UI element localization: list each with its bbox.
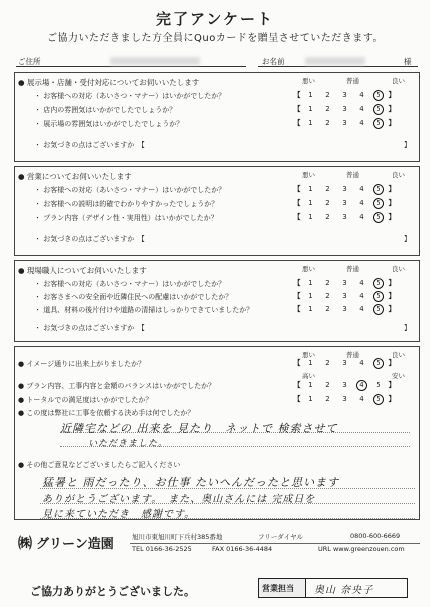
question-text: ・ お客様への対応（あいさつ・マナー）はいかがでしたか？	[34, 186, 226, 194]
question-text: ・ 展示場の雰囲気はいかがでしたでしょうか？	[34, 120, 184, 128]
question-text: ・ 店内の雰囲気はいかがでしたでしょうか？	[34, 106, 177, 114]
rating-option[interactable]: 2	[325, 279, 330, 287]
bracket-open: 【	[293, 185, 301, 193]
bracket-close: 】	[388, 185, 396, 193]
scale-normal-label: 普通	[346, 265, 359, 273]
company-fax: FAX 0166-36-4484	[212, 545, 273, 553]
rating-option[interactable]: 3	[342, 359, 347, 367]
scale-high-label: 高い	[302, 372, 315, 380]
rating-option[interactable]: 4	[359, 279, 364, 287]
rating-option[interactable]: 1	[308, 199, 313, 207]
scale-normal-label: 普通	[346, 171, 359, 179]
rating-scale	[292, 198, 397, 209]
rating-option[interactable]: 1	[308, 381, 313, 389]
comment-label: ・ お気づきの点はございますか 【	[34, 141, 145, 149]
bracket-open: 【	[293, 279, 301, 287]
rating-option[interactable]: 3	[342, 185, 347, 193]
rating-option[interactable]: 3	[342, 91, 347, 99]
rating-option[interactable]: 4	[359, 105, 364, 113]
rating-option[interactable]: 4	[359, 305, 364, 313]
rating-option[interactable]: 4	[359, 185, 364, 193]
rating-option[interactable]: 4	[359, 359, 364, 367]
rating-scale	[292, 90, 397, 101]
bracket-close: 】	[388, 305, 396, 313]
bracket-close: 】	[388, 359, 396, 367]
rating-option[interactable]: 2	[325, 91, 330, 99]
rating-option[interactable]: 4	[356, 380, 367, 391]
scale-good-label: 良い	[392, 351, 405, 359]
freedial-label: フリーダイヤル	[258, 533, 304, 541]
scale-good-label: 良い	[392, 171, 405, 179]
rating-option[interactable]: 3	[342, 105, 347, 113]
question-text: ・ お客様への対応（あいさつ・マナー）はいかがでしたか？	[34, 280, 226, 288]
rating-scale	[292, 394, 397, 405]
address-line	[16, 66, 246, 67]
scale-bad-label: 悪い	[302, 77, 315, 85]
name-line	[258, 66, 418, 67]
rating-option[interactable]: 2	[325, 395, 330, 403]
scale-bad-label: 悪い	[302, 171, 315, 179]
section-craftsmen-heading: ● 現場職人についてお伺いいたします	[18, 266, 147, 275]
handwritten-answer: 見に来ていただき 感謝です。	[42, 509, 196, 520]
rating-option[interactable]: 5	[373, 291, 384, 302]
question-text: ● その他ご意見などございましたらご記入ください	[18, 461, 181, 469]
bracket-close: 】	[388, 105, 396, 113]
rating-scale	[292, 212, 397, 223]
scale-bad-label: 悪い	[302, 351, 315, 359]
rating-option[interactable]: 1	[308, 292, 313, 300]
rating-option[interactable]: 1	[308, 119, 313, 127]
rating-option[interactable]: 1	[308, 305, 313, 313]
bracket-close: 】	[388, 91, 396, 99]
rating-option[interactable]: 5	[376, 381, 381, 389]
rating-option[interactable]: 2	[325, 105, 330, 113]
bracket-open: 【	[293, 213, 301, 221]
rating-scale	[292, 358, 397, 369]
redacted-address	[110, 57, 200, 65]
page-title: 完了アンケート	[155, 10, 275, 28]
company-tel: TEL 0166-36-2525	[132, 545, 192, 553]
bracket-open: 【	[293, 305, 301, 313]
thanks-message: ご協力ありがとうございました。	[30, 585, 195, 598]
bracket-open: 【	[293, 91, 301, 99]
rating-option[interactable]: 5	[373, 394, 384, 405]
rating-option[interactable]: 1	[308, 91, 313, 99]
rating-option[interactable]: 4	[359, 119, 364, 127]
question-text: ● この度は弊社に工事を依頼する決め手は何でしたか？	[18, 409, 195, 417]
rating-option[interactable]: 1	[308, 359, 313, 367]
rating-scale	[292, 380, 397, 391]
rating-option[interactable]: 2	[325, 305, 330, 313]
rating-option[interactable]: 3	[342, 381, 347, 389]
question-text: ・ お客様への対応（あいさつ・マナー）はいかがでしたか？	[34, 92, 226, 100]
rating-option[interactable]: 3	[342, 279, 347, 287]
company-name: グリーン造園	[36, 537, 114, 552]
bracket-open: 【	[293, 292, 301, 300]
rating-option[interactable]: 4	[359, 213, 364, 221]
freedial-number: 0800-600-6669	[350, 532, 401, 540]
address-label: ご住所	[18, 57, 41, 66]
rating-option[interactable]: 3	[342, 119, 347, 127]
section-sales-heading: ● 営業についてお伺いいたします	[18, 172, 132, 181]
rating-option[interactable]: 5	[373, 212, 384, 223]
bracket-open: 【	[293, 119, 301, 127]
rating-option[interactable]: 5	[373, 184, 384, 195]
comment-end: 】	[404, 324, 411, 332]
bracket-close: 】	[388, 381, 396, 389]
rating-scale	[292, 304, 397, 315]
bracket-close: 】	[388, 213, 396, 221]
rating-option[interactable]: 4	[359, 91, 364, 99]
scale-good-label: 良い	[392, 265, 405, 273]
rating-option[interactable]: 2	[325, 213, 330, 221]
question-text: ● トータルでの満足度はいかがでしたか？	[18, 396, 153, 404]
rating-option[interactable]: 3	[342, 199, 347, 207]
rating-option[interactable]: 5	[373, 118, 384, 129]
company-logo-mark: ㈱	[18, 536, 32, 552]
rating-option[interactable]: 3	[342, 395, 347, 403]
page-subtitle: ご協力いただきました方全員にQuoカードを贈呈させていただきます。	[46, 33, 384, 44]
rating-option[interactable]: 3	[342, 213, 347, 221]
rating-option[interactable]: 1	[308, 213, 313, 221]
staff-label: 営業担当	[262, 584, 294, 593]
rating-option[interactable]: 2	[325, 292, 330, 300]
rating-option[interactable]: 5	[373, 90, 384, 101]
bracket-close: 】	[388, 292, 396, 300]
name-suffix: 様	[404, 57, 412, 66]
rating-option[interactable]: 5	[373, 304, 384, 315]
rating-option[interactable]: 4	[359, 199, 364, 207]
bracket-open: 【	[293, 199, 301, 207]
rating-option[interactable]: 5	[373, 278, 384, 289]
question-text: ● イメージ通りに出来上がりましたか？	[18, 360, 146, 368]
rating-option[interactable]: 1	[308, 395, 313, 403]
comment-label: ・ お気づきの点はございますか 【	[34, 235, 145, 243]
rating-option[interactable]: 1	[308, 185, 313, 193]
rating-option[interactable]: 5	[373, 198, 384, 209]
rating-scale	[292, 118, 397, 129]
bracket-close: 】	[388, 395, 396, 403]
rating-scale	[292, 184, 397, 195]
bracket-open: 【	[293, 381, 301, 389]
rating-option[interactable]: 2	[325, 359, 330, 367]
rating-option[interactable]: 1	[308, 105, 313, 113]
scale-normal-label: 普通	[346, 351, 359, 359]
rating-scale	[292, 278, 397, 289]
rating-option[interactable]: 3	[342, 305, 347, 313]
handwritten-answer: ありがとうございます。 また、奥山さんには 完成日を	[42, 494, 316, 505]
comment-label: ・ お気づきの点はございますか 【	[34, 324, 145, 332]
rating-option[interactable]: 4	[359, 395, 364, 403]
rating-option[interactable]: 2	[325, 185, 330, 193]
rating-option[interactable]: 2	[325, 119, 330, 127]
company-url: URL www.greenzouen.com	[318, 545, 405, 553]
question-text: ・ 道具、材料の後片付けや道路の清掃はしっかりできていましたか？	[34, 306, 254, 314]
company-address: 旭川市東旭川町下兵村385番地	[132, 533, 223, 541]
bracket-open: 【	[293, 105, 301, 113]
name-label: お名前	[262, 57, 285, 66]
scale-good-label: 良い	[392, 77, 405, 85]
bracket-open: 【	[293, 359, 301, 367]
bracket-open: 【	[293, 395, 301, 403]
comment-end: 】	[404, 235, 411, 243]
staff-name: 奥山 奈央子	[314, 585, 374, 596]
redacted-name	[305, 57, 365, 65]
handwritten-answer: いただきました。	[88, 439, 169, 449]
rating-option[interactable]: 4	[359, 292, 364, 300]
rating-scale	[292, 104, 397, 115]
comment-end: 】	[404, 141, 411, 149]
handwritten-answer: 猛暑と 雨だったり、お仕事 たいへんだったと思います	[42, 476, 339, 489]
scale-cheap-label: 安い	[392, 372, 405, 380]
footer-divider	[130, 543, 420, 544]
rating-option[interactable]: 3	[342, 292, 347, 300]
question-text: ・ プラン内容（デザイン性・実用性）はいかがでしたか？	[34, 214, 218, 222]
rating-option[interactable]: 2	[325, 381, 330, 389]
question-text: ● プラン内容、工事内容と金額のバランスはいかがでしたか？	[18, 382, 216, 390]
bracket-close: 】	[388, 279, 396, 287]
rating-option[interactable]: 2	[325, 199, 330, 207]
question-text: ・ お客さまへの安全面や近隣住民への配慮はいかがでしたか？	[34, 293, 233, 301]
bracket-close: 】	[388, 199, 396, 207]
rating-option[interactable]: 5	[373, 358, 384, 369]
rating-scale	[292, 291, 397, 302]
rating-option[interactable]: 1	[308, 279, 313, 287]
question-text: ・ お客様への説明は的確でわかりやすかったでしょうか？	[34, 200, 219, 208]
rating-option[interactable]: 5	[373, 104, 384, 115]
scale-bad-label: 悪い	[302, 265, 315, 273]
scale-normal-label: 普通	[346, 77, 359, 85]
section-store-heading: ● 展示場・店舗・受付対応についてお伺いいたします	[18, 78, 200, 87]
bracket-close: 】	[388, 119, 396, 127]
handwritten-answer: 近隣宅などの 出来を 見たり ネットで 検索させて	[60, 422, 338, 435]
